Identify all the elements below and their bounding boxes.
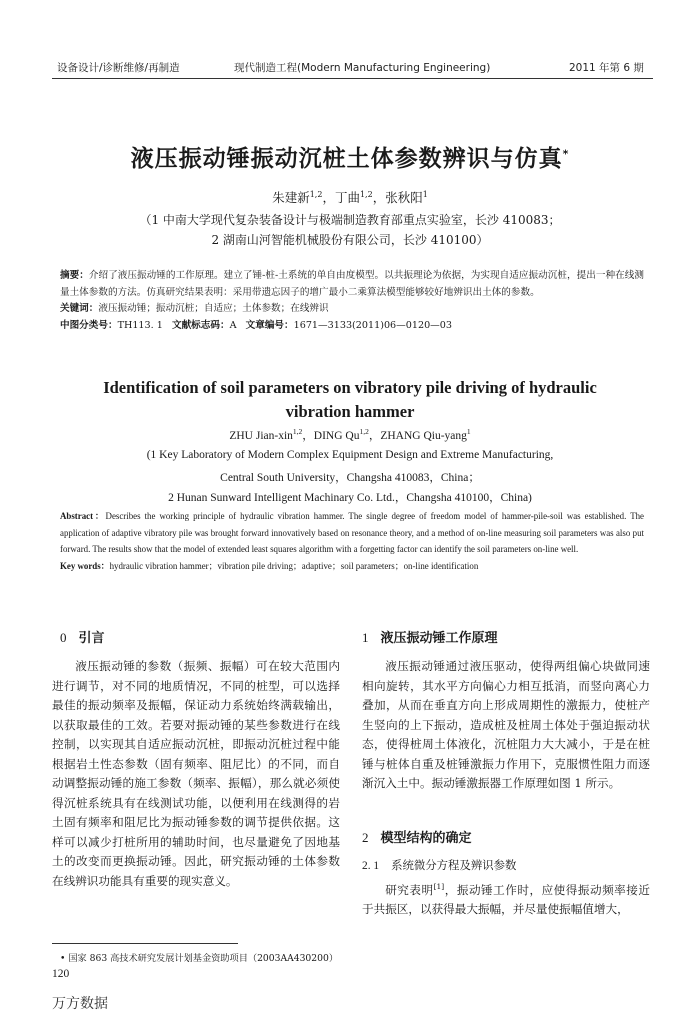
classification-code: TH113. 1	[117, 319, 163, 331]
section-1-number: 1	[362, 630, 369, 645]
keywords-en-label: Key words：	[60, 560, 110, 571]
doc-code: A	[229, 319, 237, 331]
section-1-paragraph: 液压振动锤通过液压驱动，使得两组偏心块做同速相向旋转，其水平方向偏心力相互抵消，而竖向离心力叠加，从而在垂直方向上形成周期性的激振力，使桩产生竖向的上下振动，造成桩及桩周土体处于强迫振动状态，使得桩周土体液化，沉桩阻力大大减小，于是在桩锤与桩体自重及桩锤激振力作用下，克服惯性阻力而逐渐沉入土中。振动锤激振器工作原理如图 1 所示。	[362, 659, 650, 790]
section-0-heading	[60, 627, 105, 646]
section-2-number: 2	[362, 830, 369, 845]
header-rule	[52, 78, 653, 79]
affiliation-en-1: (1 Key Laboratory of Modern Complex Equipment Design and Extreme Manufacturing,	[146, 449, 554, 461]
section-0-title: 引言	[78, 631, 105, 646]
page-title-en-line1: Identification of soil parameters on vibratory pile driving of hydraulic	[103, 378, 597, 397]
author-cn-3-sup: 1	[422, 189, 428, 199]
article-number: 1671—3133(2011)06—0120—03	[293, 319, 452, 331]
abstract-en	[60, 508, 644, 574]
abstract-cn	[60, 268, 644, 334]
section-2-1-title: 系统微分方程及辨识参数	[391, 858, 517, 872]
keywords-cn: 液压振动锤；振动沉桩；自适应；土体参数；在线辨识	[98, 303, 329, 314]
affiliation-cn-2: 2 湖南山河智能机械股份有限公司，长沙 410100）	[211, 233, 489, 247]
citation-ref: [1]	[433, 882, 445, 891]
author-en-2-sup: 1,2	[359, 427, 369, 437]
section-2-heading	[362, 827, 472, 846]
author-en-1: ZHU Jian-xin	[229, 430, 293, 442]
author-en-3-sup: 1	[466, 427, 471, 437]
affiliation-en-3: 2 Hunan Sunward Intelligent Machinary Co. Ltd.，Changsha 410100，China)	[168, 492, 532, 504]
header-issue: 2011 年第 6 期	[569, 62, 644, 74]
author-en-1-sup: 1,2	[292, 427, 303, 437]
doc-code-label: 文献标志码：	[172, 319, 230, 331]
classification-label: 中图分类号：	[60, 319, 118, 331]
funding-footnote: • 国家 863 高技术研究发展计划基金资助项目（2003AA430200）	[60, 953, 339, 964]
authors-cn	[0, 188, 700, 206]
section-0-number: 0	[60, 630, 67, 645]
abstract-cn-label: 摘要：	[60, 270, 89, 281]
page-title-en-line2: vibration hammer	[285, 402, 415, 421]
section-1-heading	[362, 627, 498, 646]
author-cn-2: ，丁曲	[322, 190, 360, 205]
affiliation-en-2: Central South University，Changsha 410083，China；	[220, 472, 480, 484]
abstract-en-label: Abstract：	[60, 511, 106, 521]
header-journal-name: 现代制造工程(Modern Manufacturing Engineering)	[234, 62, 491, 74]
author-cn-1: 朱建新	[272, 190, 310, 205]
abstract-cn-text: 介绍了液压振动锤的工作原理。建立了锤-桩-土系统的单自由度模型。以共振理论为依据，为实现自适应振动沉桩，提出一种在线测量土体参数的方法。仿真研究结果表明：采用带遗忘因子的增广最小二乘算法模型能够较好地辨识出土体的参数。	[60, 270, 644, 298]
section-2-1-text-b: ，振动锤工作时，应使得振动频率接近于共振区，以获得最大振幅，并尽量使振幅值增大，	[362, 882, 650, 917]
article-number-label: 文章编号：	[245, 319, 294, 331]
title-cn-text: 液压振动锤振动沉桩土体参数辨识与仿真	[130, 146, 563, 172]
keywords-cn-label: 关键词：	[60, 303, 99, 314]
author-en-3: ，ZHANG Qiu-yang	[368, 430, 467, 442]
footnote-rule	[52, 943, 238, 944]
page-number: 120	[52, 968, 70, 980]
author-en-2: ，DING Qu	[302, 430, 360, 442]
affiliation-cn-1: （1 中南大学现代复杂装备设计与极端制造教育部重点实验室，长沙 410083；	[139, 213, 561, 227]
keywords-en: hydraulic vibration hammer；vibration pile driving；adaptive；soil parameters；on-line identification	[109, 560, 479, 571]
watermark-text: 万方数据	[52, 996, 108, 1012]
section-2-1-number: 2. 1	[362, 860, 380, 872]
section-2-title: 模型结构的确定	[380, 831, 472, 846]
section-1-title: 液压振动锤工作原理	[380, 631, 498, 646]
authors-en	[0, 427, 700, 443]
author-cn-3: ，张秋阳	[372, 190, 423, 205]
author-cn-1-sup: 1,2	[309, 189, 323, 199]
section-2-1-heading	[362, 857, 516, 873]
header-journal-section: 设备设计/诊断维修/再制造	[57, 62, 180, 74]
section-0-paragraph: 液压振动锤的参数（振频、振幅）可在较大范围内进行调节，对不同的地质情况，不同的桩型，可以选择最佳的振动频率及振幅，保证动力系统始终满载输出，以获取最佳的工效。若要对振动锤的某些参数进行在线控制，以实现其自适应振动沉桩，即振动沉桩过程中能根据岩土性态参数（固有频率、阻尼比）的不同，而自动调整振动锤的施工参数（频率、振幅），那么就必须使得沉桩系统具有在线测试功能，以便利用在线测得的岩土固有频率和阻尼比为振动锤参数的调节提供依据。这样可以减少打桩所用的辅助时间，也尽量避免了因地基土的改变而更换振动锤。因此，研究振动锤的土体参数在线辨识功能具有重要的现实意义。	[52, 659, 340, 888]
title-footnote-mark: *	[562, 147, 570, 161]
section-2-1-paragraph	[362, 877, 650, 920]
author-cn-2-sup: 1,2	[359, 189, 373, 199]
abstract-en-text: Describes the working principle of hydraulic vibration hammer. The single degree of freedom model of hammer-pile-soil was established. The application of adaptive vibratory pile was brought forward innovatively based on resonance theory, and a method of on-line measuring soil parameters was also put forward. The results show that the model of extended least squares algorithm with a forgetting factor can identify the soil parameters on-line well.	[60, 511, 644, 554]
page-title-cn	[0, 140, 700, 173]
section-2-1-text-a: 研究表明	[385, 882, 434, 897]
